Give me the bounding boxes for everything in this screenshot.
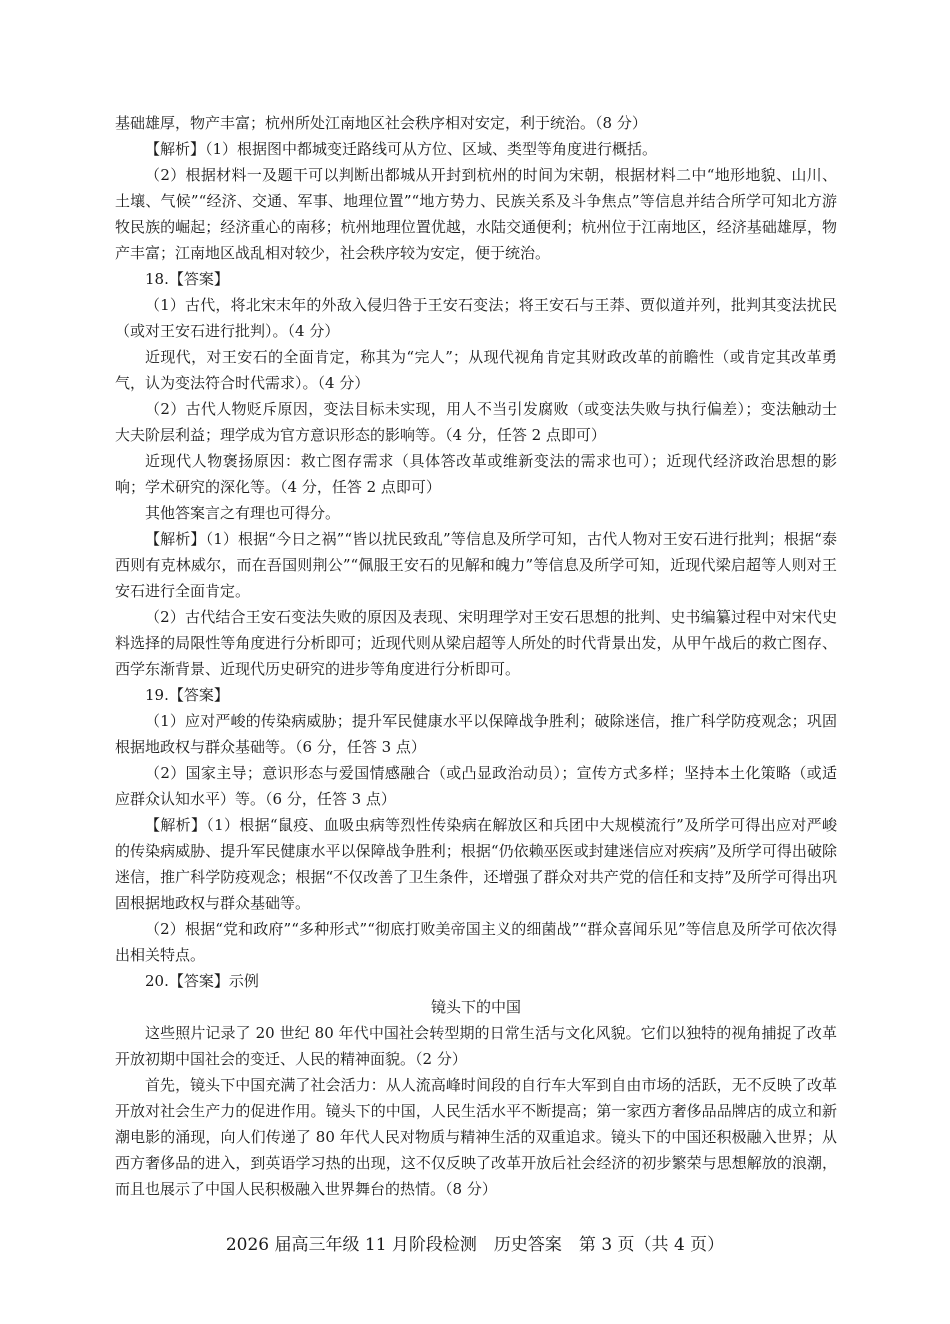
paragraph: 【解析】（1）根据图中都城变迁路线可从方位、区域、类型等角度进行概括。	[145, 140, 658, 158]
paragraph: 【解析】（1）根据“鼠疫、血吸虫病等烈性传染病在解放区和兵团中大规模流行”及所学可得出应对严峻的传染病威胁、提升军民健康水平以保障战争胜利；根据“仍依赖巫医或封建迷信应对疾病”及所学可得出破除迷信，推广科学防疫观念；根据“不仅改善了卫生条件，还增强了群众对共产党的信任和支持”及所学可得出巩固根据地政权与群众基础等。	[115, 816, 837, 912]
paragraph: 18.【答案】	[145, 270, 229, 288]
paragraph: 这些照片记录了 20 世纪 80 年代中国社会转型期的日常生活与文化风貌。它们以独特的视角捕捉了改革开放初期中国社会的变迁、人民的精神面貌。（2 分）	[115, 1024, 837, 1068]
paragraph: （2）根据材料一及题干可以判断出都城从开封到杭州的时间为宋朝，根据材料二中“地形地貌、山川、土壤、气候”“经济、交通、军事、地理位置”“地方势力、民族关系及斗争焦点”等信息并结合所学可知北方游牧民族的崛起；经济重心的南移；杭州地理位置优越，水陆交通便利；杭州位于江南地区，经济基础雄厚，物产丰富；江南地区战乱相对较少，社会秩序较为安定，便于统治。	[115, 166, 837, 262]
paragraph: （2）古代结合王安石变法失败的原因及表现、宋明理学对王安石思想的批判、史书编纂过程中对宋代史料选择的局限性等角度进行分析即可；近现代则从梁启超等人所处的时代背景出发，从甲午战后的救亡图存、西学东渐背景、近现代历史研究的进步等角度进行分析即可。	[115, 608, 837, 678]
paragraph: 20.【答案】示例	[145, 972, 259, 990]
paragraph: 近现代，对王安石的全面肯定，称其为“完人”；从现代视角肯定其财政改革的前瞻性（或肯定其改革勇气，认为变法符合时代需求）。（4 分）	[115, 348, 837, 392]
paragraph: 首先，镜头下中国充满了社会活力：从人流高峰时间段的自行车大军到自由市场的活跃，无不反映了改革开放对社会生产力的促进作用。镜头下的中国，人民生活水平不断提高；第一家西方奢侈品品牌店的成立和新潮电影的涌现，向人们传递了 80 年代人民对物质与精神生活的双重追求。镜头下的中国还积极融入世界；从西方奢侈品的进入，到英语学习热的出现，这不仅反映了改革开放后社会经济的初步繁荣与思想解放的浪潮，而且也展示了中国人民积极融入世界舞台的热情。（8 分）	[115, 1076, 837, 1198]
paragraph: （2）国家主导；意识形态与爱国情感融合（或凸显政治动员）；宣传方式多样；坚持本土化策略（或适应群众认知水平）等。（6 分，任答 3 点）	[115, 764, 837, 808]
paragraph: （2）根据“党和政府”“多种形式”“彻底打败美帝国主义的细菌战”“群众喜闻乐见”等信息及所学可依次得出相关特点。	[115, 920, 837, 964]
page-footer: 2026 届高三年级 11 月阶段检测 历史答案 第 3 页（共 4 页）	[225, 1235, 725, 1255]
paragraph: 基础雄厚，物产丰富；杭州所处江南地区社会秩序相对安定，利于统治。（8 分）	[115, 114, 647, 132]
paragraph: 其他答案言之有理也可得分。	[145, 504, 341, 522]
paragraph: （2）古代人物贬斥原因，变法目标未实现，用人不当引发腐败（或变法失败与执行偏差）；变法触动士大夫阶层利益；理学成为官方意识形态的影响等。（4 分，任答 2 点即可）	[115, 400, 837, 444]
paragraph: 【解析】（1）根据“今日之祸”“皆以扰民致乱”等信息及所学可知，古代人物对王安石进行批判；根据“泰西则有克林威尔，而在吾国则荆公”“佩服王安石的见解和魄力”等信息及所学可知，近现代梁启超等人则对王安石进行全面肯定。	[115, 530, 837, 600]
paragraph: 近现代人物褒扬原因：救亡图存需求（具体答改革或维新变法的需求也可）；近现代经济政治思想的影响；学术研究的深化等。（4 分，任答 2 点即可）	[115, 452, 837, 496]
section-title: 镜头下的中国	[430, 998, 521, 1016]
paragraph: （1）应对严峻的传染病威胁；提升军民健康水平以保障战争胜利；破除迷信，推广科学防疫观念；巩固根据地政权与群众基础等。（6 分，任答 3 点）	[115, 712, 837, 756]
paragraph: 19.【答案】	[145, 686, 229, 704]
paragraph: （1）古代，将北宋末年的外敌入侵归咎于王安石变法；将王安石与王莽、贾似道并列，批判其变法扰民（或对王安石进行批判）。（4 分）	[115, 296, 837, 340]
answer-content	[115, 110, 837, 1202]
